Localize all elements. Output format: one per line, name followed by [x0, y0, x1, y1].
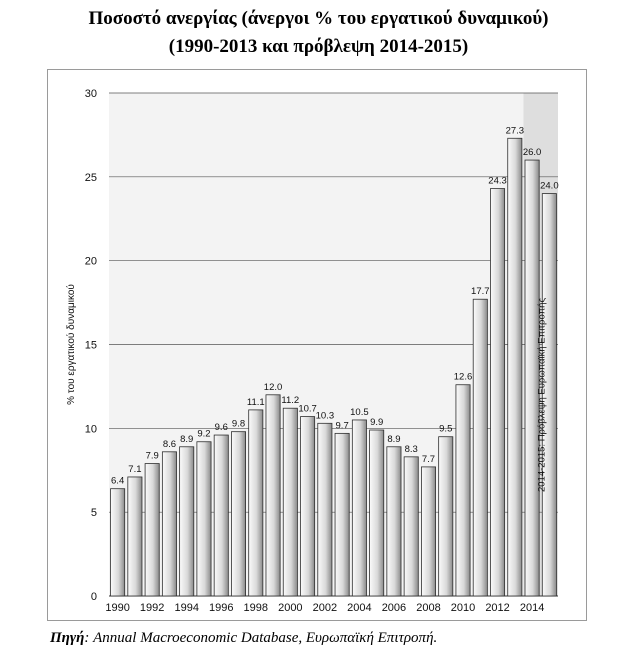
bar	[335, 433, 349, 596]
x-tick-label: 2000	[278, 602, 303, 614]
data-label: 10.5	[350, 406, 369, 418]
bar	[421, 467, 435, 596]
data-label: 8.6	[162, 438, 177, 450]
data-label: 7.7	[421, 453, 436, 465]
data-label: 8.3	[404, 443, 418, 455]
bar	[145, 464, 159, 596]
x-tick-label: 2004	[347, 602, 372, 614]
data-label: 8.9	[387, 433, 401, 445]
data-label: 9.9	[370, 417, 384, 429]
x-tick-label: 1996	[209, 602, 234, 614]
bar	[162, 452, 176, 596]
bar	[249, 410, 263, 596]
bar	[370, 430, 384, 596]
y-tick-label: 30	[84, 88, 97, 100]
data-label: 12.0	[263, 381, 283, 393]
x-tick-label: 2014	[519, 602, 545, 614]
y-tick-label: 0	[90, 591, 97, 603]
x-tick-label: 1998	[243, 602, 269, 614]
data-label: 9.8	[231, 418, 246, 430]
bar	[404, 457, 418, 596]
data-label: 8.9	[180, 433, 194, 445]
y-tick-label: 20	[84, 255, 97, 268]
x-tick-label: 2002	[312, 602, 338, 614]
data-label: 10.3	[315, 410, 335, 422]
bar	[473, 299, 487, 596]
bar	[456, 385, 470, 596]
data-label: 12.6	[453, 371, 473, 383]
x-tick-label: 1992	[139, 602, 165, 614]
x-tick-label: 2012	[485, 602, 510, 614]
bar	[197, 442, 211, 596]
data-label: 11.2	[281, 395, 300, 407]
data-label: 9.2	[197, 428, 211, 440]
bar	[301, 417, 315, 596]
bar	[508, 138, 522, 596]
data-label: 11.1	[246, 396, 265, 408]
bar	[128, 477, 142, 596]
data-label: 7.1	[128, 463, 142, 475]
x-tick-label: 2008	[416, 602, 441, 614]
source-text: : Annual Macroeconomic Database, Ευρωπαϊκή Επιτροπή.	[84, 630, 438, 646]
chart-title-line1: Ποσοστό ανεργίας (άνεργοι % του εργατικού δυναμικού)	[88, 8, 549, 29]
bar	[111, 489, 125, 596]
data-label: 6.4	[111, 475, 125, 487]
bar	[387, 447, 401, 596]
data-label: 9.6	[214, 422, 228, 434]
x-tick-label: 1994	[174, 602, 199, 614]
data-label: 24.0	[540, 180, 559, 192]
data-label: 26.0	[522, 147, 542, 159]
bar	[439, 437, 453, 596]
data-label: 24.3	[488, 175, 507, 187]
y-axis-label: % του εργατικού δυναμικού	[66, 284, 77, 405]
bar	[214, 435, 228, 596]
y-tick-label: 25	[84, 171, 97, 184]
data-label: 10.7	[298, 403, 317, 415]
x-tick-label: 1990	[105, 602, 130, 614]
data-label: 9.5	[439, 423, 453, 435]
forecast-note: 2014-2015: Πρόβλεψη Ευρωπαϊκή Επιτροπής	[536, 297, 548, 493]
chart-title-line2: (1990-2013 και πρόβλεψη 2014-2015)	[168, 36, 469, 57]
data-label: 27.3	[505, 125, 525, 137]
data-label: 17.7	[471, 286, 490, 298]
source-note	[50, 630, 437, 647]
bar	[180, 447, 194, 596]
x-tick-label: 2010	[450, 602, 476, 614]
data-label: 7.9	[145, 450, 159, 462]
bar	[283, 408, 297, 596]
bar	[318, 423, 332, 596]
source-label: Πηγή	[50, 630, 85, 646]
x-tick-label: 2006	[381, 602, 407, 614]
bar	[352, 420, 366, 596]
bar	[490, 189, 504, 596]
y-tick-label: 10	[84, 423, 97, 436]
y-tick-label: 5	[90, 507, 97, 520]
bar	[266, 395, 280, 596]
bar	[231, 432, 245, 596]
data-label: 9.7	[335, 420, 349, 432]
y-tick-label: 15	[84, 339, 97, 352]
